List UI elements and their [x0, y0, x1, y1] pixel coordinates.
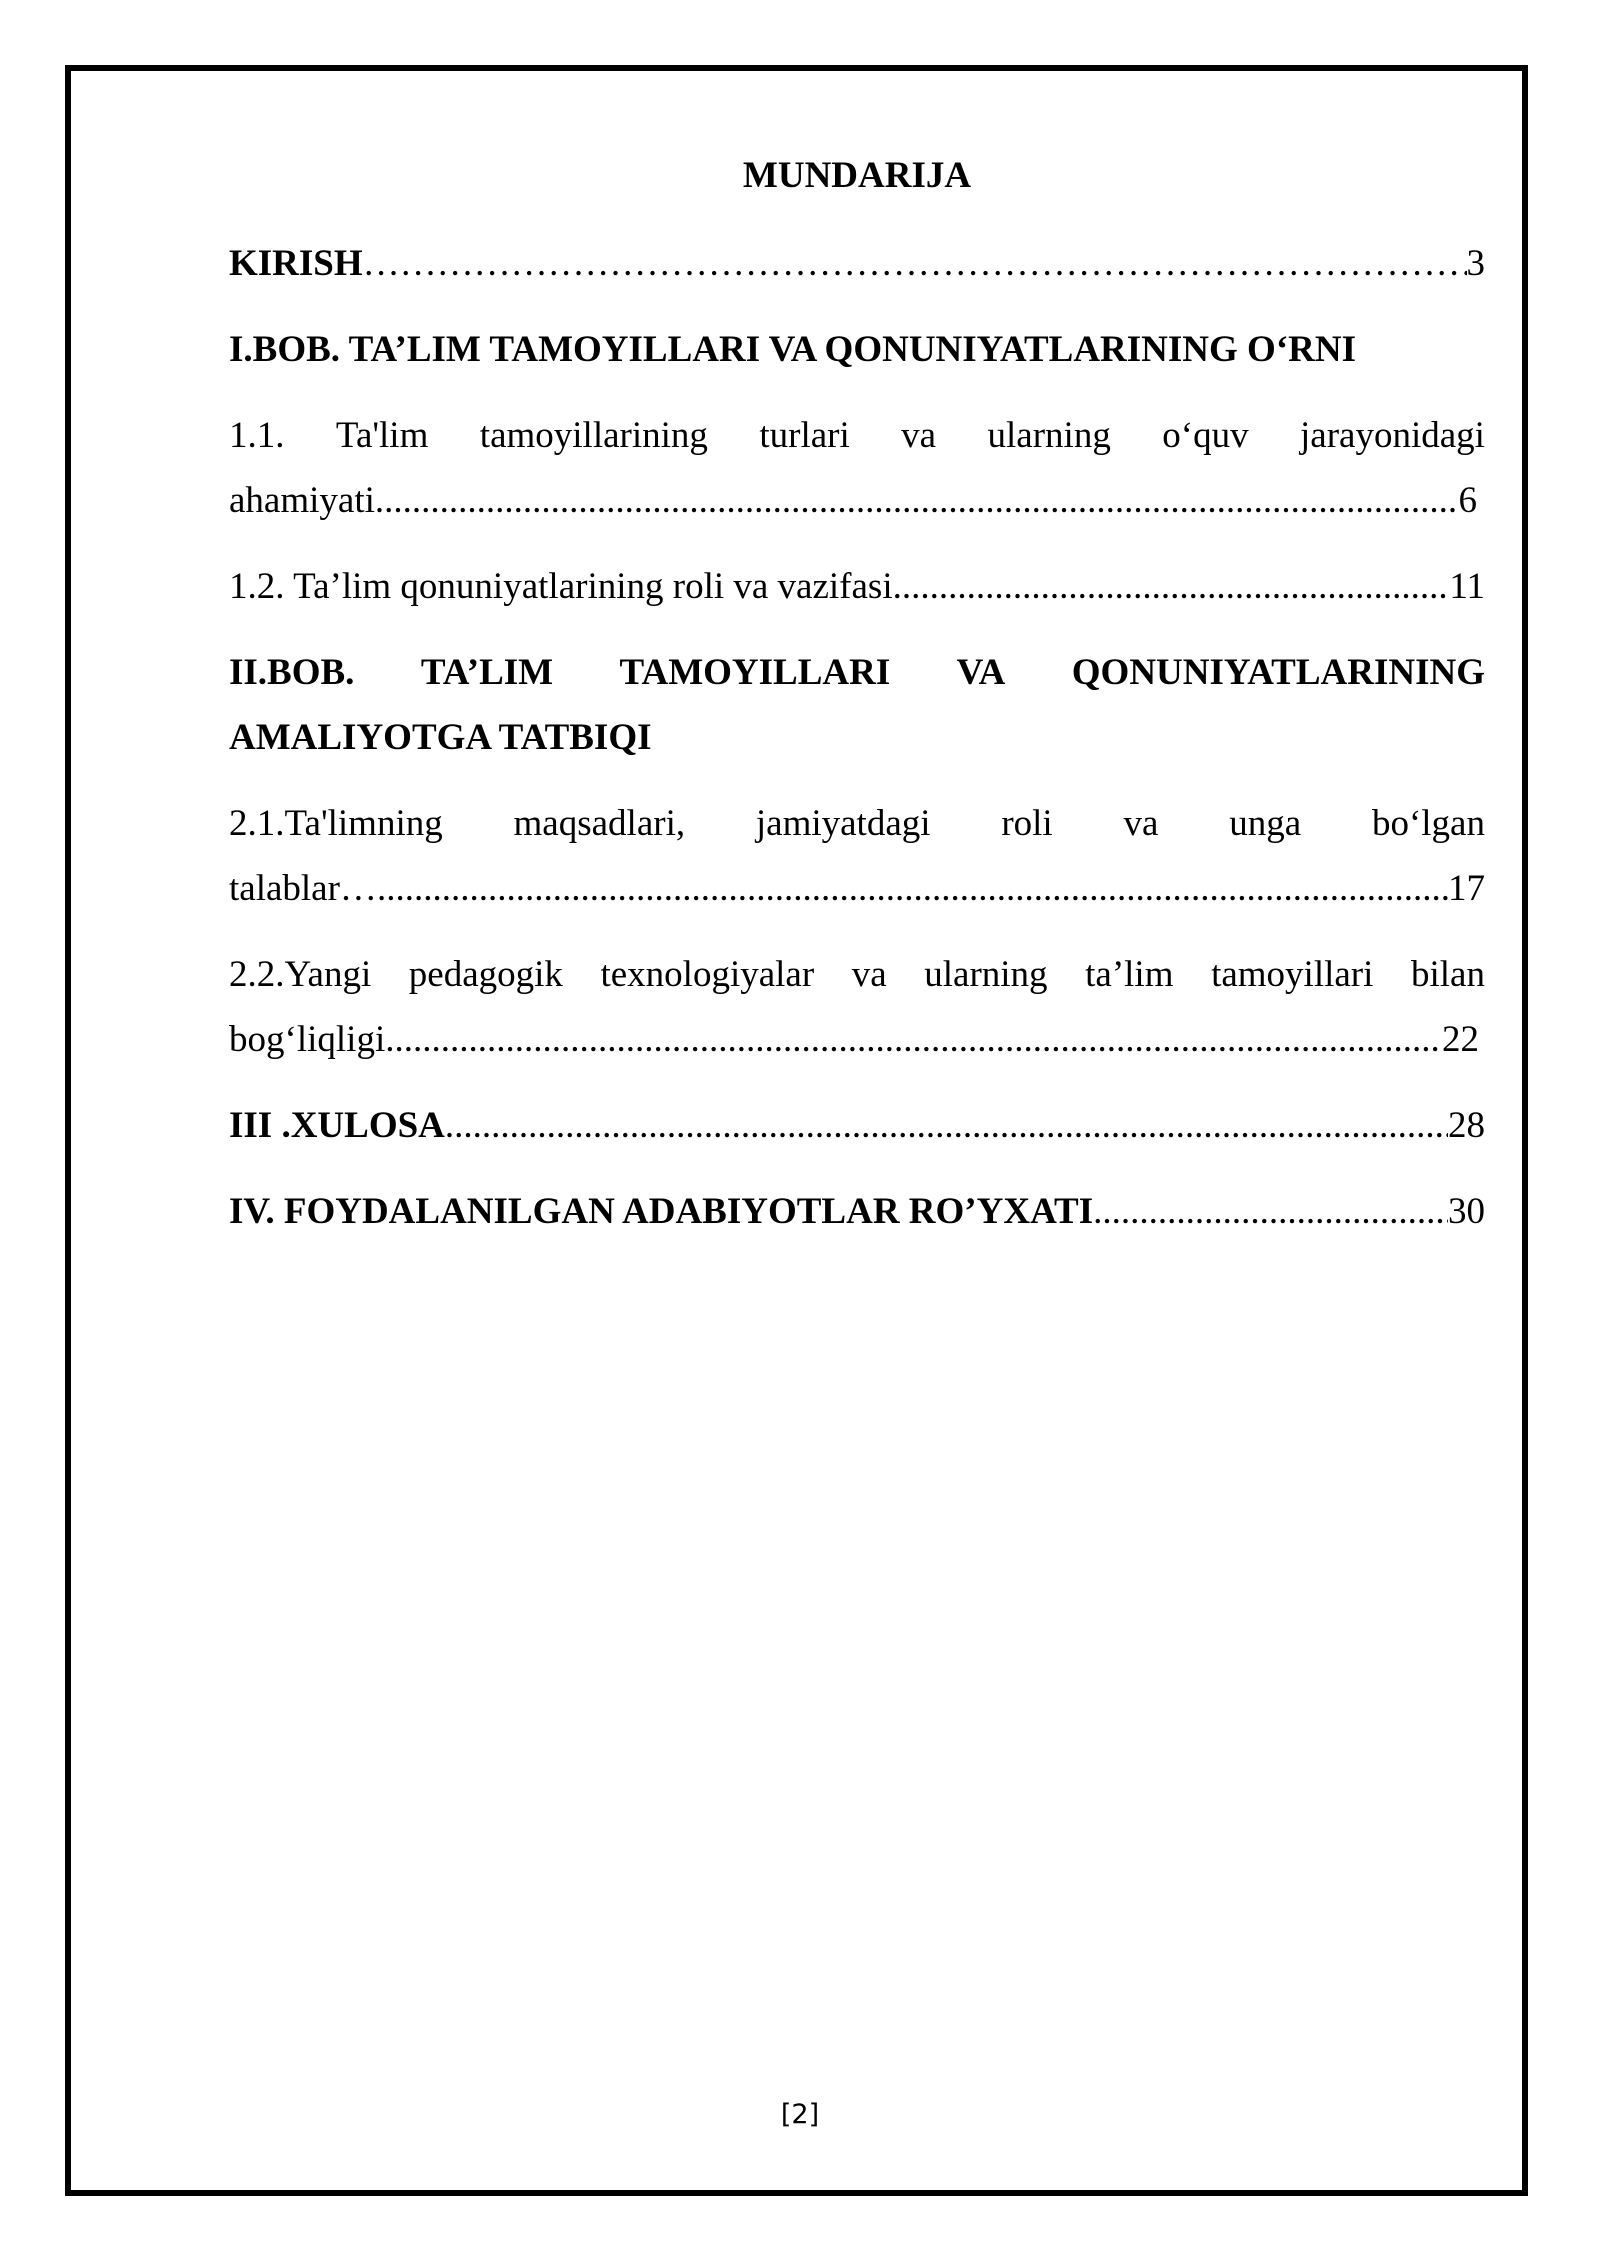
toc-entry-page: 17: [1448, 868, 1485, 909]
toc-entry-label: IV. FOYDALANILGAN ADABIYOTLAR RO’YXATI: [229, 1191, 1094, 1232]
word: jamiyatdagi: [755, 803, 931, 844]
dot-leader: [445, 1093, 1448, 1158]
word: va: [901, 415, 937, 456]
word: bo‘lgan: [1371, 803, 1485, 844]
word: TA’LIM: [420, 652, 554, 693]
toc-entry-label: bog‘liqligi: [229, 1019, 386, 1060]
toc-entry-label: talablar…: [229, 868, 377, 909]
word: va: [851, 954, 887, 995]
toc-entry-2-2[interactable]: [229, 942, 1485, 1072]
page-number: [2]: [780, 2099, 820, 2130]
dot-leader: [1093, 1179, 1448, 1244]
word: roli: [1001, 803, 1053, 844]
toc-entry-line-1: [229, 791, 1485, 856]
word: 2.2.Yangi: [229, 954, 372, 995]
toc-entry-label: 1.2. Ta’lim qonuniyatlarining roli va vazifasi: [229, 566, 893, 607]
toc-entry-page: 6: [1458, 480, 1477, 521]
toc-entry-page: 28: [1448, 1105, 1485, 1146]
word: bilan: [1410, 954, 1485, 995]
toc-entry-adabiyotlar[interactable]: [229, 1179, 1485, 1244]
toc-entry-line-1: [229, 942, 1485, 1007]
word: TAMOYILLARI: [619, 652, 891, 693]
word: o‘quv: [1162, 415, 1249, 456]
toc-entry-label: III .XULOSA: [229, 1105, 445, 1146]
word: tamoyillarining: [479, 415, 708, 456]
toc-entry-line-2: [229, 1007, 1485, 1072]
word: QONUNIYATLARINING: [1071, 652, 1485, 693]
toc-title: MUNDARIJA: [742, 155, 972, 196]
toc-entry-kirish[interactable]: [229, 231, 1485, 296]
toc-entry-xulosa[interactable]: [229, 1093, 1485, 1158]
word: ularning: [987, 415, 1111, 456]
word: II.BOB.: [229, 652, 355, 693]
dot-leader: [363, 231, 1467, 296]
toc-entry-label: ahamiyati: [229, 480, 375, 521]
word: tamoyillari: [1211, 954, 1374, 995]
toc-entry-2-1[interactable]: [229, 791, 1485, 921]
word: 1.1.: [229, 415, 285, 456]
table-of-contents: [229, 145, 1485, 1265]
word: jarayonidagi: [1300, 415, 1485, 456]
toc-chapter-1[interactable]: [229, 317, 1485, 382]
toc-entry-line-2: [229, 468, 1485, 533]
word: unga: [1229, 803, 1302, 844]
toc-entry-page: 22: [1442, 1019, 1479, 1060]
word: ularning: [924, 954, 1048, 995]
toc-entry-label: KIRISH: [229, 243, 363, 284]
toc-chapter-line-1: [229, 640, 1485, 705]
toc-chapter-line-2: AMALIYOTGA TATBIQI: [229, 717, 652, 758]
toc-entry-1-2[interactable]: [229, 554, 1485, 619]
toc-entry-page: 11: [1449, 566, 1485, 607]
word: texnologiyalar: [600, 954, 815, 995]
word: Ta'lim: [335, 415, 429, 456]
toc-entry-1-1[interactable]: [229, 403, 1485, 533]
toc-entry-page: 3: [1466, 243, 1485, 284]
dot-leader: [377, 856, 1448, 921]
word: maqsadlari,: [513, 803, 686, 844]
toc-entry-page: 30: [1448, 1191, 1485, 1232]
toc-chapter-2[interactable]: [229, 640, 1485, 770]
dot-leader: [893, 554, 1450, 619]
toc-entry-line-2: [229, 856, 1485, 921]
word: VA: [956, 652, 1006, 693]
word: 2.1.Ta'limning: [229, 803, 443, 844]
toc-entry-line-1: [229, 403, 1485, 468]
toc-chapter-label: I.BOB. TA’LIM TAMOYILLARI VA QONUNIYATLARINING O‘RNI: [229, 329, 1356, 370]
dot-leader: [385, 1007, 1442, 1072]
word: pedagogik: [408, 954, 563, 995]
dot-leader: [375, 468, 1459, 533]
word: turlari: [759, 415, 850, 456]
word: va: [1123, 803, 1159, 844]
word: ta’lim: [1085, 954, 1174, 995]
